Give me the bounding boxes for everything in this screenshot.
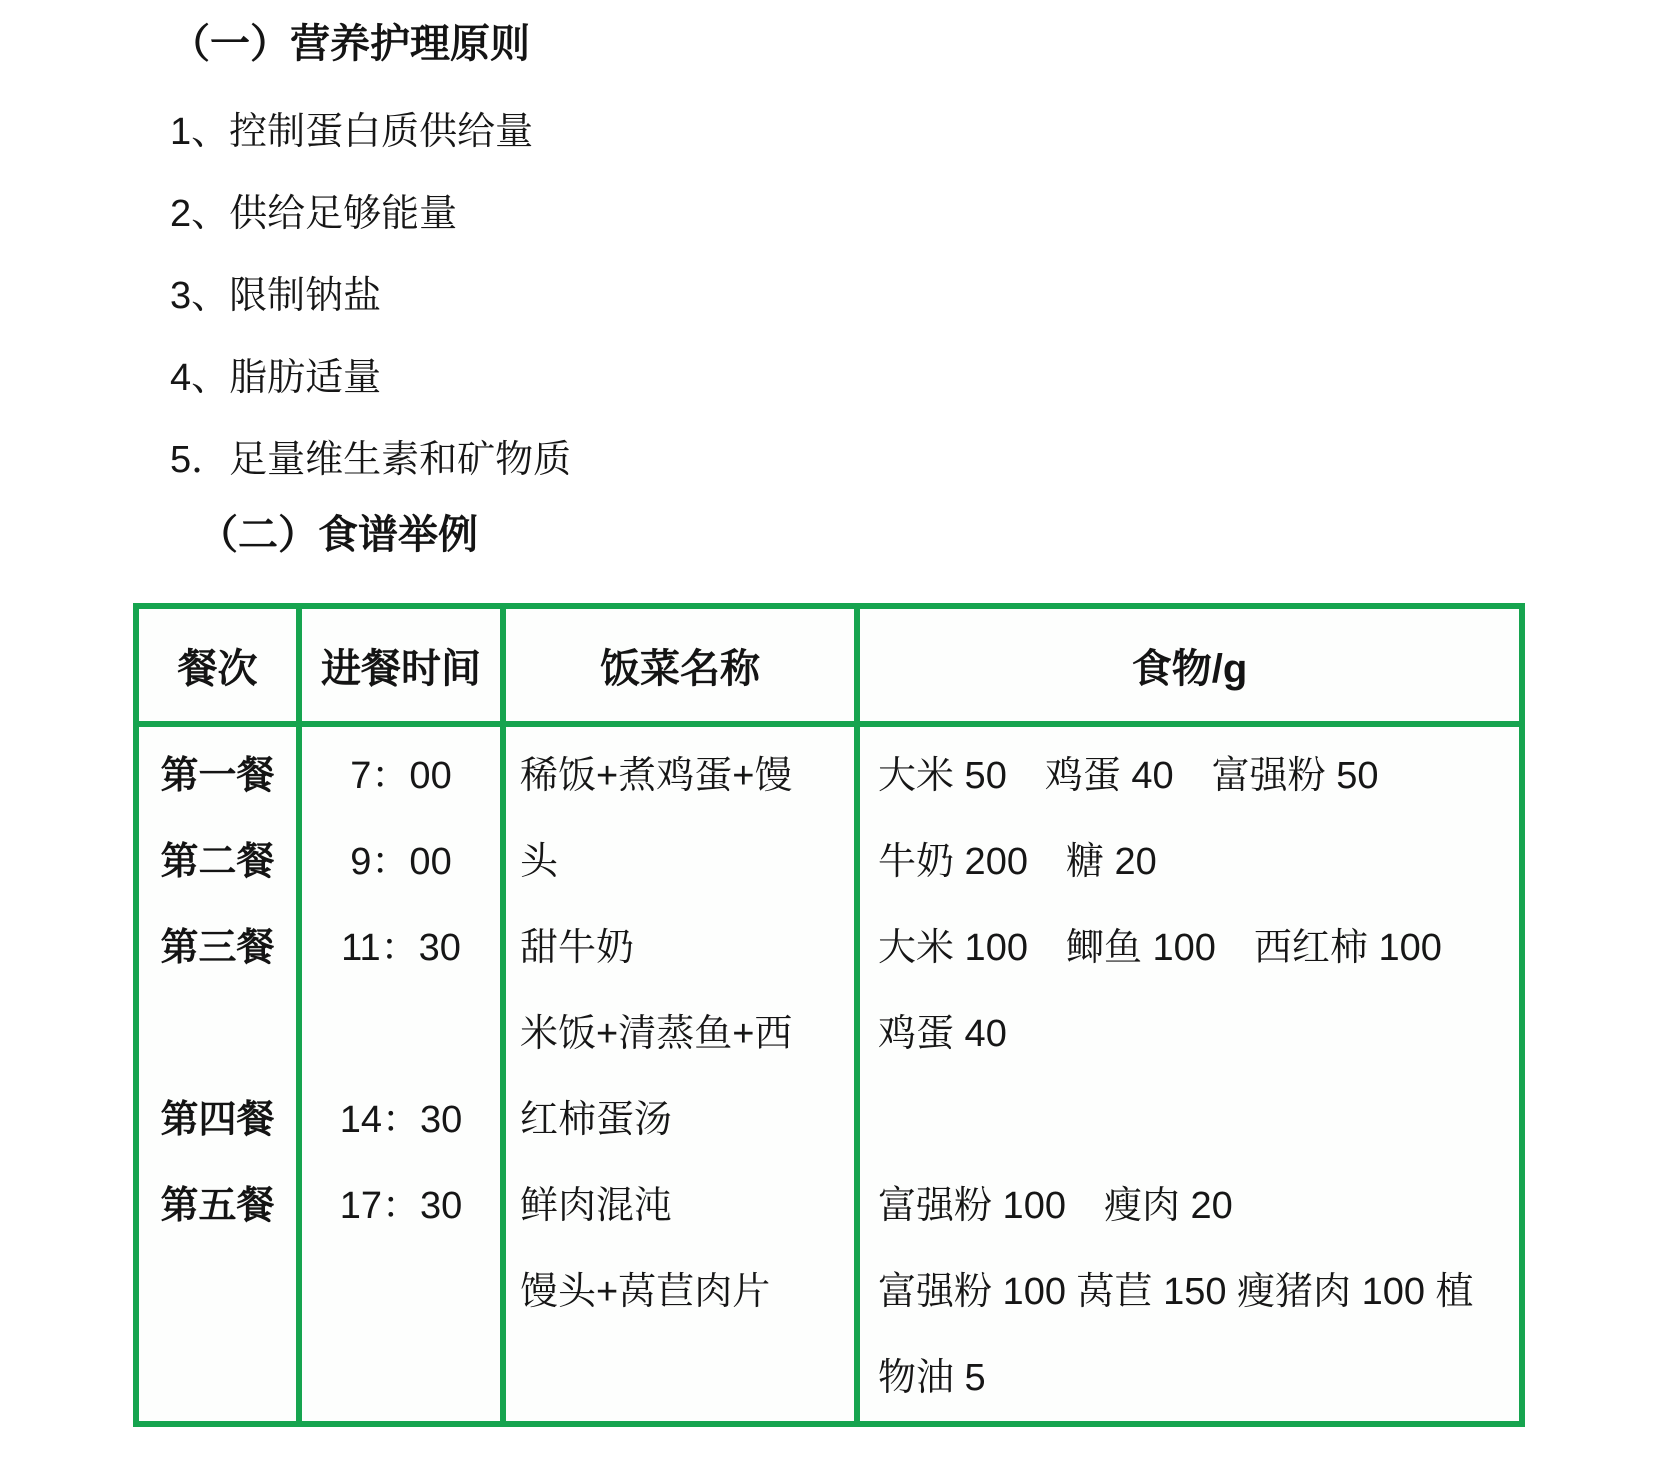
food-line: 鸡蛋 40 xyxy=(878,1013,1007,1055)
food-grams-cell xyxy=(857,724,1522,1424)
time-line: 14：30 xyxy=(339,1099,463,1141)
dish-line xyxy=(506,1335,854,1421)
time-line: 11：30 xyxy=(341,927,461,969)
meal-line: 第一餐 xyxy=(160,755,275,797)
principle-item-3: 3、限制钠盐 xyxy=(170,275,382,317)
time-line: 7：00 xyxy=(350,755,452,797)
meal-line: 第五餐 xyxy=(160,1185,275,1227)
dish-line: 红柿蛋汤 xyxy=(520,1099,673,1141)
header-food-grams: 食物/g xyxy=(857,606,1522,724)
meal-line: 第四餐 xyxy=(160,1099,275,1141)
principle-item-5: 5．足量维生素和矿物质 xyxy=(170,439,572,481)
meal-line: 第三餐 xyxy=(160,927,275,969)
meal-line xyxy=(139,991,296,1077)
food-line xyxy=(860,1077,1519,1163)
meal-number-cell xyxy=(136,724,299,1424)
dish-line: 稀饭+煮鸡蛋+馒 xyxy=(520,755,793,797)
food-line: 牛奶 200 糖 20 xyxy=(878,841,1157,883)
food-line: 大米 100 鲫鱼 100 西红柿 100 xyxy=(878,927,1442,969)
dish-line: 头 xyxy=(520,841,559,883)
document-page xyxy=(0,22,1654,1481)
meal-line xyxy=(139,1249,296,1335)
dish-line: 米饭+清蒸鱼+西 xyxy=(520,1013,793,1055)
food-line: 物油 5 xyxy=(878,1357,986,1399)
dish-line: 甜牛奶 xyxy=(520,927,635,969)
table-header-row xyxy=(136,606,1522,724)
food-line: 富强粉 100 瘦肉 20 xyxy=(878,1185,1233,1227)
section1-title: （一）营养护理原则 xyxy=(170,22,530,66)
time-line xyxy=(302,1335,500,1421)
food-line: 富强粉 100 莴苣 150 瘦猪肉 100 植 xyxy=(878,1271,1474,1313)
header-meal-number: 餐次 xyxy=(136,606,299,724)
time-line xyxy=(302,1249,500,1335)
section2-title: （二）食谱举例 xyxy=(198,513,478,557)
dish-name-cell xyxy=(503,724,857,1424)
principle-item-2: 2、供给足够能量 xyxy=(170,193,458,235)
time-line xyxy=(302,991,500,1077)
time-line: 17：30 xyxy=(339,1185,463,1227)
header-dish-name: 饭菜名称 xyxy=(503,606,857,724)
table-body-row xyxy=(136,724,1522,1424)
meal-line: 第二餐 xyxy=(160,841,275,883)
meal-schedule-table xyxy=(133,603,1525,1427)
meal-time-cell xyxy=(299,724,503,1424)
time-line: 9：00 xyxy=(350,841,452,883)
principle-item-4: 4、脂肪适量 xyxy=(170,357,382,399)
dish-line: 鲜肉混沌 xyxy=(520,1185,673,1227)
header-meal-time: 进餐时间 xyxy=(299,606,503,724)
principle-item-1: 1、控制蛋白质供给量 xyxy=(170,111,534,153)
food-line: 大米 50 鸡蛋 40 富强粉 50 xyxy=(878,755,1379,797)
meal-line xyxy=(139,1335,296,1421)
dish-line: 馒头+莴苣肉片 xyxy=(520,1271,771,1313)
